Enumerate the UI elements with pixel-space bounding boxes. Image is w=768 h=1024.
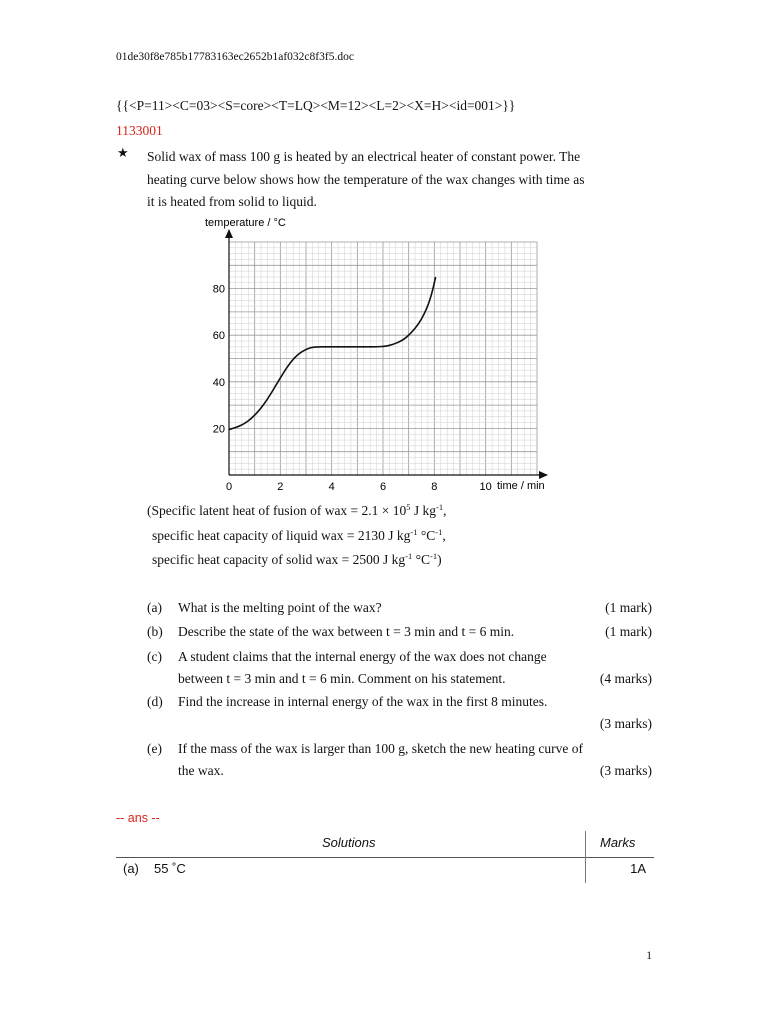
chart-grid (229, 242, 537, 475)
x-tick-label: 8 (431, 481, 438, 493)
x-tick-label: 10 (479, 481, 492, 493)
y-axis-label: temperature / °C (205, 217, 286, 229)
part-e-text-line1: If the mass of the wax is larger than 100 g, sketch the new heating curve of (178, 741, 583, 756)
solutions-column-header: Solutions (322, 835, 376, 850)
y-tick-label: 40 (212, 376, 225, 389)
x-axis-label: time / min (497, 480, 545, 492)
part-c-text-line1: A student claims that the internal energy of the wax does not change (178, 649, 547, 664)
part-b-label: (b) (147, 624, 163, 639)
answer-row-mark: 1A (630, 861, 646, 876)
given-line-liquid-shc: specific heat capacity of liquid wax = 2130 J $kg^{-1}$ $^\circ C^{-1}$, (152, 527, 446, 543)
x-tick-label: 2 (277, 481, 284, 493)
question-intro (147, 146, 657, 214)
marks-column-header: Marks (600, 835, 636, 850)
part-c-text-line2: between t = 3 min and t = 6 min. Comment on his statement. (178, 671, 506, 686)
given-line-solid-shc: specific heat capacity of solid wax = 2500 J $kg^{-1}$ $^\circ C^{-1}$) (152, 551, 442, 567)
part-d-marks: (3 marks) (599, 716, 652, 731)
part-e-marks: (3 marks) (599, 763, 652, 778)
table-column-divider (585, 831, 586, 883)
table-header-divider (116, 857, 654, 858)
heating-curve-line (229, 277, 436, 430)
star-icon: ★ (117, 145, 129, 160)
chart-curve (229, 277, 436, 430)
part-c-marks: (4 marks) (599, 671, 652, 686)
given-line-latent-heat: (Specific latent heat of fusion of wax = $2.1 \times 10^5$ J $kg^{-1}$, (147, 502, 447, 518)
question-tagline: {{<P=11><C=03><S=core><T=LQ><M=12><L=2><X=H><id=001>}} (116, 98, 516, 113)
answer-section-label: -- ans -- (116, 811, 160, 825)
question-id: 1133001 (116, 123, 163, 138)
intro-line: heating curve below shows how the temperature of the wax changes with time as (147, 171, 585, 187)
x-tick-label: 0 (225, 481, 233, 493)
y-tick-label: 20 (212, 423, 225, 436)
part-b-marks: (1 mark) (605, 624, 652, 639)
chart-axes (225, 229, 548, 479)
part-b-text: Describe the state of the wax between t = 3 min and t = 6 min. (178, 624, 515, 639)
intro-line: Solid wax of mass 100 g is heated by an electrical heater of constant power. The (147, 149, 581, 164)
answer-row-label: (a) (123, 861, 139, 876)
part-d-label: (d) (147, 694, 163, 709)
answer-row-text: 55 ˚C (154, 861, 186, 876)
page-number: 1 (646, 950, 652, 962)
part-e-label: (e) (147, 741, 162, 756)
y-tick-label: 80 (212, 283, 225, 296)
x-tick-label: 4 (328, 481, 335, 493)
x-axis-arrow-icon (539, 471, 548, 479)
x-tick-label: 6 (379, 481, 387, 493)
intro-line: it is heated from solid to liquid. (147, 194, 317, 209)
y-tick-label: 60 (212, 330, 225, 343)
part-a-text: What is the melting point of the wax? (178, 600, 382, 615)
part-a-label: (a) (147, 600, 162, 615)
document-filename: 01de30f8e785b17783163ec2652b1af032c8f3f5.doc (116, 51, 354, 63)
part-c-label: (c) (147, 649, 162, 664)
part-a-marks: (1 mark) (605, 600, 652, 615)
part-d-text: Find the increase in internal energy of the wax in the first 8 minutes. (178, 694, 548, 709)
y-axis-arrow-icon (225, 229, 233, 238)
part-e-text-line2: the wax. (178, 763, 224, 778)
heating-curve-chart (195, 210, 565, 500)
